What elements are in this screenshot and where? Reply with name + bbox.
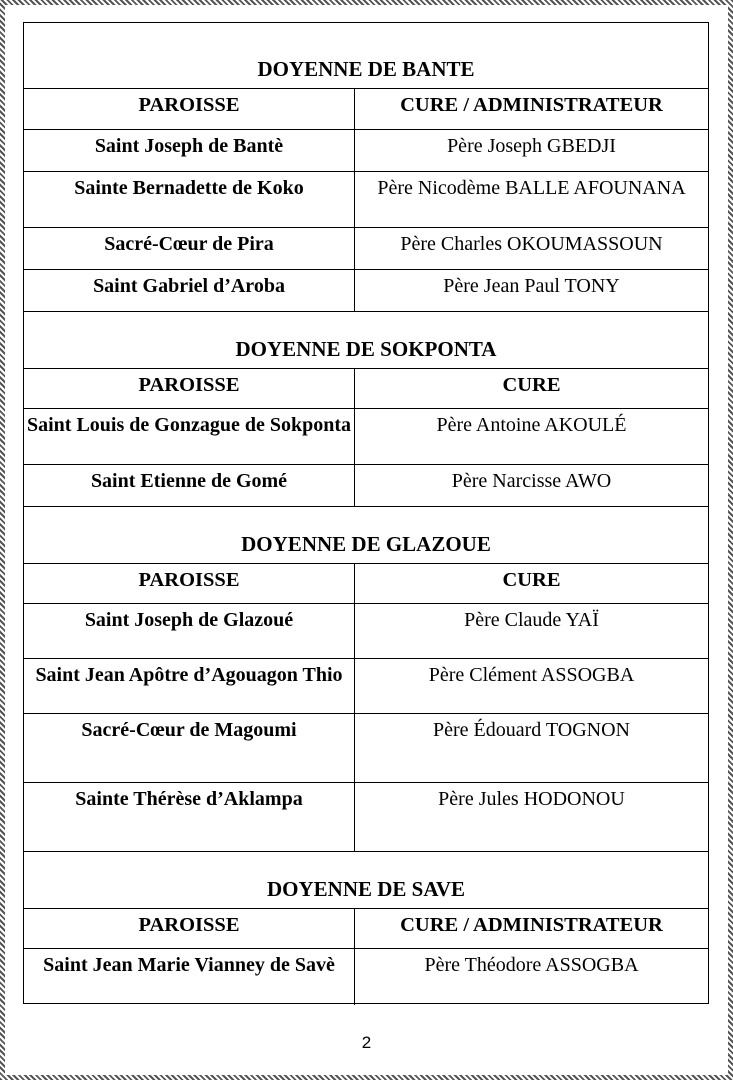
paroisse-cell: Sacré-Cœur de Pira [24,228,355,269]
column-header-cure: CURE / ADMINISTRATEUR [400,94,663,116]
table-row [24,659,708,714]
table-row [24,130,708,172]
table-row [24,783,708,852]
paroisse-cell: Sainte Thérèse d’Aklampa [24,783,355,851]
table-row [24,409,708,465]
cure-cell: Père Narcisse AWO [451,470,612,492]
paroisse-cell: Saint Etienne de Gomé [24,465,355,506]
paroisse-cell: Saint Louis de Gonzague de Sokponta [24,409,355,464]
column-header-paroisse: PAROISSE [24,369,355,408]
table-row [24,714,708,783]
table-row [24,465,708,507]
column-header-row [24,564,708,604]
table-row [24,604,708,659]
paroisse-cell: Saint Jean Marie Vianney de Savè [24,949,355,1005]
paroisse-cell: Saint Jean Apôtre d’Agouagon Thio [24,659,355,713]
paroisse-cell: Sacré-Cœur de Magoumi [24,714,355,782]
table-row [24,270,708,312]
column-header-paroisse: PAROISSE [24,564,355,603]
paroisse-cell: Sainte Bernadette de Koko [24,172,355,227]
table-row [24,949,708,1005]
column-header-row [24,909,708,949]
cure-cell: Père Édouard TOGNON [432,719,630,741]
cure-cell: Père Nicodème BALLE AFOUNANA [377,177,686,199]
column-header-cure: CURE [502,569,561,591]
column-header-row [24,369,708,409]
section-title-save: DOYENNE DE SAVE [24,852,708,909]
table-row [24,228,708,270]
column-header-cure: CURE / ADMINISTRATEUR [400,914,663,936]
cure-cell: Père Antoine AKOULÉ [436,414,627,436]
cure-cell: Père Charles OKOUMASSOUN [400,233,663,255]
deanery-table [23,22,709,1004]
cure-cell: Père Jules HODONOU [438,788,625,810]
column-header-paroisse: PAROISSE [24,909,355,948]
page-number: 2 [361,1033,372,1052]
cure-cell: Père Théodore ASSOGBA [424,954,639,976]
cure-cell: Père Joseph GBEDJI [447,135,616,157]
paroisse-cell: Saint Gabriel d’Aroba [24,270,355,311]
column-header-row [24,89,708,130]
paroisse-cell: Saint Joseph de Glazoué [24,604,355,658]
paroisse-cell: Saint Joseph de Bantè [24,130,355,171]
cure-cell: Père Claude YAÏ [464,609,599,631]
section-title-sokponta: DOYENNE DE SOKPONTA [24,312,708,369]
section-title-bante: DOYENNE DE BANTE [24,23,708,89]
cure-cell: Père Clément ASSOGBA [428,664,635,686]
column-header-paroisse: PAROISSE [24,89,355,129]
table-row [24,172,708,228]
section-title-glazoue: DOYENNE DE GLAZOUE [24,507,708,564]
column-header-cure: CURE [502,374,561,396]
cure-cell: Père Jean Paul TONY [443,275,620,297]
